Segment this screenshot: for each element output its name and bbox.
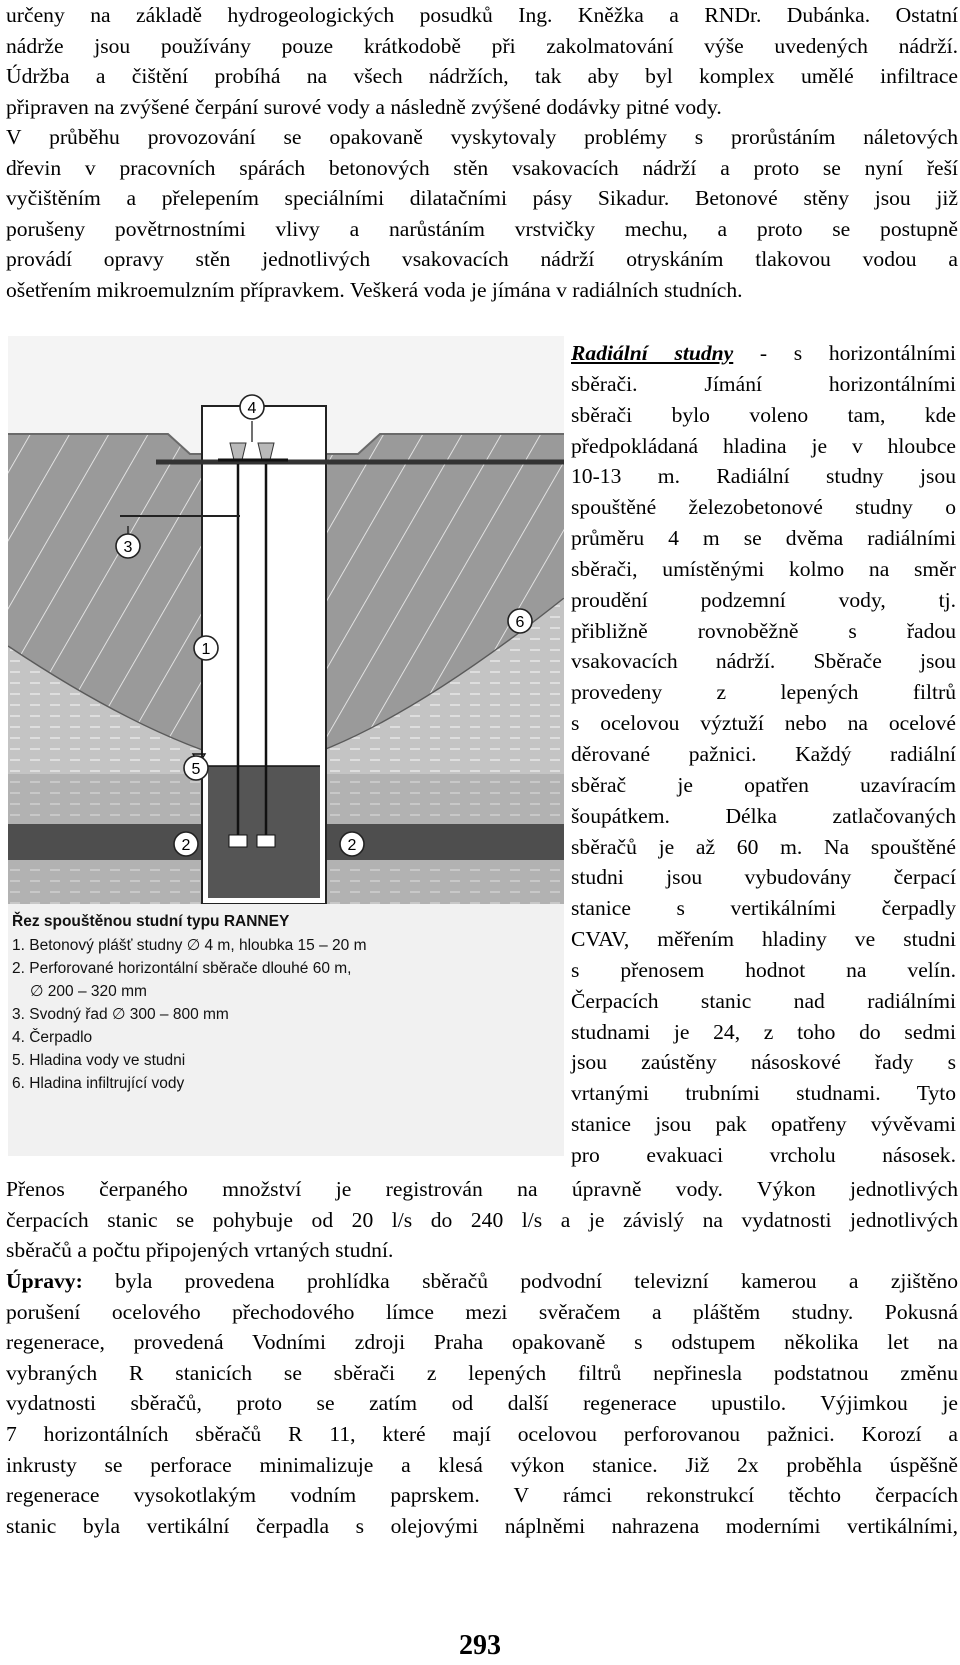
text-line-rest: byla provedena prohlídka sběračů podvodní televizní kamerou a zjištěno: [82, 1269, 958, 1293]
text-line: ošetřením mikroemulzním přípravkem. Veškerá voda je jímána v radiálních studních.: [6, 277, 743, 302]
text-line: Čerpacích stanic nad radiálními: [571, 988, 956, 1013]
text-line: určeny na základě hydrogeologických posudků Ing. Kněžka a RNDr. Dubánka. Ostatní: [6, 3, 958, 27]
well-cross-section-figure: [8, 336, 564, 1156]
text-line: studni jsou vybudovány čerpací: [571, 865, 956, 890]
text-line: jsou zaústěny násoskové řady s: [571, 1050, 956, 1075]
text-line: sběrači bylo voleno tam, kde: [571, 402, 956, 427]
pump-icon: [229, 835, 247, 847]
text-line: nádrže jsou používány pouze krátkodobě při zakolmatování výše uvedených nádrží.: [6, 33, 958, 58]
text-line: vyčištěním a přelepením speciálními dilatačními pásy Sikadur. Betonové stěny jsou již: [6, 186, 958, 211]
text-line: 10-13 m. Radiální studny jsou: [571, 464, 956, 489]
text-line: porušeny povětrnostními vlivy a narůstáním vrstvičky mechu, a proto se postupně: [6, 216, 958, 241]
marker-6: [508, 609, 532, 633]
text-line: studnami je 24, z toho do sedmi: [571, 1019, 956, 1044]
marker-label: 2: [181, 837, 191, 854]
figure-caption-item: ∅ 200 – 320 mm: [30, 983, 147, 1000]
text-line: provedeny z lepených filtrů: [571, 680, 956, 705]
paragraph-maintenance: [6, 122, 958, 306]
figure-caption-title: Řez spouštěnou studní typu RANNEY: [12, 913, 290, 930]
marker-2-left: [174, 832, 198, 856]
radial-wells-section: [571, 338, 956, 1171]
text-line: šoupátkem. Délka zatlačovaných: [571, 803, 956, 828]
text-line: V průběhu provozování se opakovaně vyskytovaly problémy s prorůstáním náletových: [6, 125, 958, 149]
text-line: dřevin v pracovních spárách betonových stěn vsakovacích nádrží a proto se nyní řeší: [6, 155, 958, 180]
figure-caption-item: 5. Hladina vody ve studni: [12, 1052, 186, 1069]
marker-label: 3: [123, 539, 133, 556]
marker-label: 2: [347, 837, 357, 854]
figure-caption-item: 3. Svodný řad ∅ 300 – 800 mm: [12, 1006, 229, 1023]
text-line: vybraných R stanicích se sběrači z lepených filtrů nepřinesla podstatnou změnu: [6, 1360, 958, 1385]
figure-caption-item: 6. Hladina infiltrující vody: [12, 1075, 185, 1092]
text-line: [6, 1266, 958, 1297]
text-line: sběrač je opatřen uzavíracím: [571, 772, 956, 797]
text-line: s ocelovou výztuží nebo na ocelové: [571, 711, 956, 736]
paragraph-modifications: [6, 1266, 958, 1541]
text-line: provádí opravy stěn jednotlivých vsakovacích nádrží otryskáním tlakovou vodou a: [6, 247, 958, 272]
marker-label: 4: [247, 400, 257, 417]
page-number: 293: [459, 1630, 501, 1661]
text-line: sběrači, umístěnými kolmo na směr: [571, 556, 956, 581]
text-line: vrtanými trubními studnami. Tyto: [571, 1081, 956, 1106]
text-line: stanice s vertikálními čerpadly: [571, 896, 956, 921]
text-line: inkrusty se perforace minimalizuje a klesá výkon stanice. Již 2x proběhla úspěšně: [6, 1452, 958, 1477]
text-line: připraven na zvýšené čerpání surové vody a následně zvýšené dodávky pitné vody.: [6, 94, 722, 119]
section-heading: Radiální studny: [571, 341, 734, 365]
marker-2-right: [340, 832, 364, 856]
text-line: 7 horizontálních sběračů R 11, které mají ocelovou perforovanou pažnici. Korozí a: [6, 1421, 958, 1446]
marker-1: [194, 636, 218, 660]
text-line: porušení ocelového přechodového límce mezi svěračem a pláštěm studny. Pokusná: [6, 1299, 958, 1324]
text-line: vsakovacích nádrží. Sběrače jsou: [571, 649, 956, 674]
text-line: stanice jsou pak opatřeny vývěvami: [571, 1112, 956, 1137]
marker-label: 6: [515, 614, 525, 631]
figure-caption-item: 2. Perforované horizontální sběrače dlouhé 60 m,: [12, 960, 352, 977]
text-line: sběrači. Jímání horizontálními: [571, 371, 956, 396]
text-line: čerpacích stanic se pohybuje od 20 l/s do 240 l/s a je závislý na vydatnosti jednotlivých: [6, 1207, 958, 1232]
marker-label: 1: [201, 641, 211, 658]
marker-4: [240, 395, 264, 419]
text-line: Přenos čerpaného množství je registrován na úpravně vody. Výkon jednotlivých: [6, 1177, 958, 1201]
text-line: regenerace, provedená Vodními zdroji Praha opakovaně s odstupem několika let na: [6, 1330, 958, 1355]
text-line: CVAV, měřením hladiny ve studni: [571, 927, 956, 952]
paragraph-intro: [6, 0, 958, 122]
figure-caption-item: 4. Čerpadlo: [12, 1029, 93, 1046]
text-line: Údržba a čištění probíhá na všech nádržích, tak aby byl komplex umělé infiltrace: [6, 64, 958, 89]
marker-label: 5: [191, 761, 201, 778]
marker-5: [184, 756, 208, 780]
text-line: - s horizontálními: [733, 341, 956, 365]
paragraph-label: Úpravy:: [6, 1269, 83, 1293]
text-line: přibližně rovnoběžně s řadou: [571, 618, 956, 643]
text-line: průměru 4 m se dvěma radiálními: [571, 526, 956, 551]
water-in-well: [208, 766, 320, 898]
text-line: předpokládaná hladina je v hloubce: [571, 433, 956, 458]
section-heading-line: [571, 338, 956, 369]
text-line: pro evakuaci vrcholu násosek.: [571, 1142, 956, 1167]
text-line: stanic byla vertikální čerpadla s olejovými náplněmi nahrazena moderními vertikálními,: [6, 1513, 958, 1538]
text-line: děrované pažnici. Každý radiální: [571, 741, 956, 766]
figure-caption-item: 1. Betonový plášť studny ∅ 4 m, hloubka 15 – 20 m: [12, 937, 367, 954]
text-line: proudění podzemní vody, tj.: [571, 587, 956, 612]
well-diagram: [8, 336, 564, 1156]
text-line: regenerace vysokotlakým vodním paprskem. V rámci rekonstrukcí těchto čerpacích: [6, 1483, 958, 1508]
text-line: sběračů a počtu připojených vrtaných studní.: [6, 1238, 394, 1263]
marker-3: [116, 534, 140, 558]
text-line: s přenosem hodnot na velín.: [571, 957, 956, 982]
text-line: spouštěné železobetonové studny o: [571, 495, 956, 520]
text-line: sběračů je až 60 m. Na spouštěné: [571, 834, 956, 859]
pump-icon: [257, 835, 275, 847]
text-line: vydatnosti sběračů, proto se zatím od další regenerace upustilo. Výjimkou je: [6, 1391, 958, 1416]
paragraph-pumping: [6, 1174, 958, 1266]
